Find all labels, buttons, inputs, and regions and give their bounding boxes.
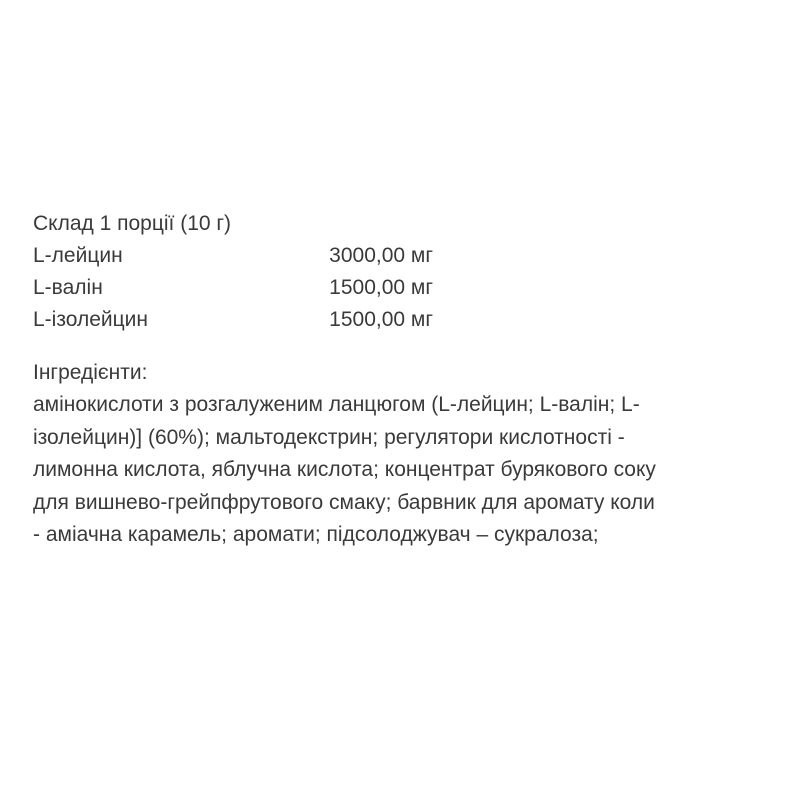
ingredients-line: - аміачна карамель; аромати; підсолоджувач – сукралоза; [33, 523, 599, 546]
amino-amount: 1500,00 мг [329, 276, 433, 299]
amino-name: L-валін [33, 276, 103, 299]
ingredients-line: ізолейцин)] (60%); мальтодекстрин; регулятори кислотності - [33, 425, 625, 449]
amino-amount: 1500,00 мг [329, 308, 433, 331]
supplement-composition [33, 208, 773, 552]
serving-table [33, 240, 773, 336]
ingredients-line: для вишнево-грейпфрутового смаку; барвник для аромату коли [33, 490, 655, 514]
ingredients-section [33, 357, 773, 552]
amino-name: L-ізолейцин [33, 308, 148, 331]
ingredients-line: амінокислоти з розгалуженим ланцюгом (L-лейцин; L-валін; L- [33, 393, 640, 416]
ingredients-title: Інгредієнти: [33, 361, 148, 384]
serving-row-leucine [33, 240, 773, 272]
serving-heading: Склад 1 порції (10 г) [33, 212, 232, 235]
serving-row-valine [33, 272, 773, 304]
ingredients-text [33, 389, 745, 552]
amino-name: L-лейцин [33, 244, 123, 267]
ingredients-line: лимонна кислота, яблучна кислота; концентрат бурякового соку [33, 458, 656, 481]
serving-row-isoleucine [33, 304, 773, 336]
amino-amount: 3000,00 мг [329, 244, 433, 267]
